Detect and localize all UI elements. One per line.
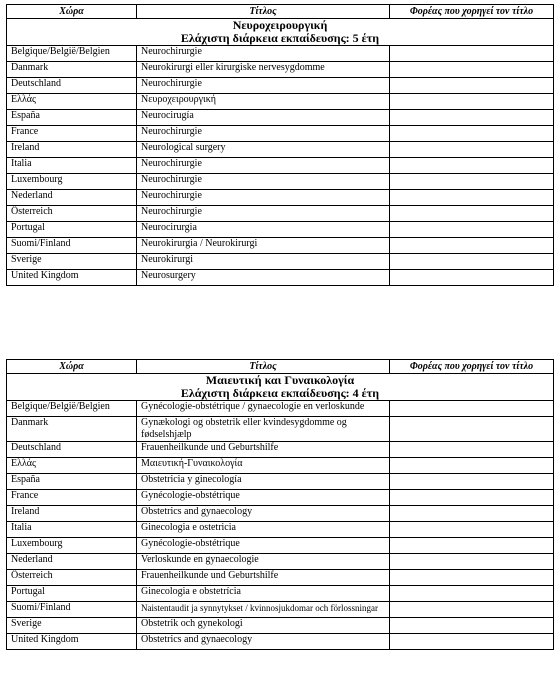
title-cell: Neurological surgery	[137, 142, 390, 158]
country-header: Χώρα	[7, 5, 137, 19]
country-cell: Italia	[7, 522, 137, 538]
country-cell: Ελλάς	[7, 458, 137, 474]
title-cell: Ginecologia e ostetricia	[137, 522, 390, 538]
table-row	[7, 174, 554, 190]
awarding-body-cell	[390, 554, 554, 570]
awarding-body-cell	[390, 206, 554, 222]
awarding-body-cell	[390, 222, 554, 238]
country-cell: Nederland	[7, 190, 137, 206]
title-cell: Neurokirurgi eller kirurgiske nervesygdomme	[137, 62, 390, 78]
header-row	[7, 360, 554, 374]
training-duration: Ελάχιστη διάρκεια εκπαίδευσης: 5 έτη	[180, 31, 380, 45]
table-row	[7, 506, 554, 522]
table-row	[7, 522, 554, 538]
awarding-body-cell	[390, 570, 554, 586]
awarding-body-cell	[390, 618, 554, 634]
awarding-body-cell	[390, 174, 554, 190]
specialty-name: Νευροχειρουργική	[232, 18, 328, 32]
title-cell: Frauenheilkunde und Geburtshilfe	[137, 570, 390, 586]
awarding-body-cell	[390, 270, 554, 286]
table-row	[7, 417, 554, 442]
title-cell: Obstetrics and gynaecology	[137, 634, 390, 650]
table-row	[7, 222, 554, 238]
title-cell: Ginecologia e obstetrícia	[137, 586, 390, 602]
table-row	[7, 554, 554, 570]
table-row	[7, 190, 554, 206]
title-header: Τίτλος	[137, 360, 390, 374]
table-row	[7, 458, 554, 474]
title-cell: Neurochirurgie	[137, 190, 390, 206]
country-cell: Deutschland	[7, 442, 137, 458]
country-cell: Suomi/Finland	[7, 602, 137, 618]
awarding-body-cell	[390, 586, 554, 602]
table-row	[7, 142, 554, 158]
country-cell: España	[7, 474, 137, 490]
table-row	[7, 126, 554, 142]
table-row	[7, 634, 554, 650]
title-cell: Neurochirurgie	[137, 158, 390, 174]
country-cell: Ireland	[7, 142, 137, 158]
title-cell: Neurosurgery	[137, 270, 390, 286]
title-cell: Neurochirurgie	[137, 46, 390, 62]
title-cell: Naistentaudit ja synnytykset / kvinnosjukdomar och förlossningar	[137, 602, 390, 618]
title-cell: Neurocirurgia	[137, 222, 390, 238]
awarding-body-cell	[390, 474, 554, 490]
awarding-body-cell	[390, 522, 554, 538]
table-row	[7, 206, 554, 222]
awarding-body-cell	[390, 142, 554, 158]
awarding-body-cell	[390, 78, 554, 94]
table-body	[7, 46, 554, 286]
table-row	[7, 78, 554, 94]
title-header: Τίτλος	[137, 5, 390, 19]
title-cell: Gynécologie-obstétrique	[137, 490, 390, 506]
awarding-body-cell	[390, 254, 554, 270]
awarding-body-cell	[390, 538, 554, 554]
awarding-body-cell	[390, 46, 554, 62]
table-row	[7, 490, 554, 506]
country-cell: United Kingdom	[7, 270, 137, 286]
country-cell: Danmark	[7, 62, 137, 78]
awarding-body-cell	[390, 417, 554, 442]
country-cell: Luxembourg	[7, 174, 137, 190]
country-cell: Deutschland	[7, 78, 137, 94]
table-row	[7, 474, 554, 490]
country-cell: España	[7, 110, 137, 126]
title-cell: Gynécologie-obstétrique / gynaecologie en verloskunde	[137, 401, 390, 417]
country-cell: Belgique/België/Belgien	[7, 46, 137, 62]
country-cell: France	[7, 490, 137, 506]
awarding-body-cell	[390, 110, 554, 126]
table-row	[7, 442, 554, 458]
country-cell: Portugal	[7, 586, 137, 602]
awarding-body-cell	[390, 401, 554, 417]
country-cell: Ελλάς	[7, 94, 137, 110]
table-row	[7, 618, 554, 634]
title-cell: Neurochirurgie	[137, 206, 390, 222]
table-row	[7, 46, 554, 62]
awarding-body-cell	[390, 94, 554, 110]
table-body	[7, 401, 554, 650]
awarding-body-cell	[390, 634, 554, 650]
header-row	[7, 5, 554, 19]
country-cell: United Kingdom	[7, 634, 137, 650]
awarding-body-cell	[390, 238, 554, 254]
title-cell: Neurocirugía	[137, 110, 390, 126]
country-cell: Italia	[7, 158, 137, 174]
title-cell: Obstetrics and gynaecology	[137, 506, 390, 522]
country-cell: Sverige	[7, 618, 137, 634]
country-cell: Österreich	[7, 570, 137, 586]
country-cell: France	[7, 126, 137, 142]
title-cell: Gynækologi og obstetrik eller kvindesygdomme og fødselshjælp	[137, 417, 390, 442]
country-cell: Danmark	[7, 417, 137, 442]
title-cell: Obstetricia y ginecología	[137, 474, 390, 490]
awarding-body-header: Φορέας που χορηγεί τον τίτλο	[390, 5, 554, 19]
title-cell: Gynécologie-obstétrique	[137, 538, 390, 554]
awarding-body-cell	[390, 602, 554, 618]
country-cell: Luxembourg	[7, 538, 137, 554]
table-row	[7, 238, 554, 254]
title-cell: Neurochirurgie	[137, 174, 390, 190]
awarding-body-cell	[390, 490, 554, 506]
title-cell: Neurochirurgie	[137, 78, 390, 94]
table-row	[7, 401, 554, 417]
awarding-body-cell	[390, 158, 554, 174]
title-cell: Neurochirurgie	[137, 126, 390, 142]
title-cell: Νευροχειρουργική	[137, 94, 390, 110]
obstetrics-gynaecology-table	[6, 359, 554, 650]
title-cell: Neurokirurgi	[137, 254, 390, 270]
country-cell: Nederland	[7, 554, 137, 570]
country-cell: Sverige	[7, 254, 137, 270]
country-header: Χώρα	[7, 360, 137, 374]
training-duration: Ελάχιστη διάρκεια εκπαίδευσης: 4 έτη	[180, 386, 380, 400]
awarding-body-cell	[390, 126, 554, 142]
table-row	[7, 586, 554, 602]
awarding-body-cell	[390, 458, 554, 474]
title-cell: Obstetrik och gynekologi	[137, 618, 390, 634]
country-cell: Belgique/België/Belgien	[7, 401, 137, 417]
awarding-body-cell	[390, 190, 554, 206]
table-row	[7, 94, 554, 110]
title-cell: Frauenheilkunde und Geburtshilfe	[137, 442, 390, 458]
country-cell: Suomi/Finland	[7, 238, 137, 254]
title-cell: Neurokirurgia / Neurokirurgi	[137, 238, 390, 254]
table-row	[7, 602, 554, 618]
table-row	[7, 62, 554, 78]
title-cell: Μαιευτική-Γυναικολογία	[137, 458, 390, 474]
country-cell: Portugal	[7, 222, 137, 238]
table-row	[7, 570, 554, 586]
title-cell: Verloskunde en gynaecologie	[137, 554, 390, 570]
country-cell: Ireland	[7, 506, 137, 522]
awarding-body-cell	[390, 442, 554, 458]
table-row	[7, 110, 554, 126]
table-row	[7, 538, 554, 554]
awarding-body-cell	[390, 506, 554, 522]
neurosurgery-table	[6, 4, 554, 286]
specialty-title-row	[7, 374, 554, 401]
specialty-title-row	[7, 19, 554, 46]
table-row	[7, 254, 554, 270]
awarding-body-header: Φορέας που χορηγεί τον τίτλο	[390, 360, 554, 374]
table-row	[7, 270, 554, 286]
country-cell: Österreich	[7, 206, 137, 222]
awarding-body-cell	[390, 62, 554, 78]
specialty-name: Μαιευτική και Γυναικολογία	[205, 373, 355, 387]
table-row	[7, 158, 554, 174]
